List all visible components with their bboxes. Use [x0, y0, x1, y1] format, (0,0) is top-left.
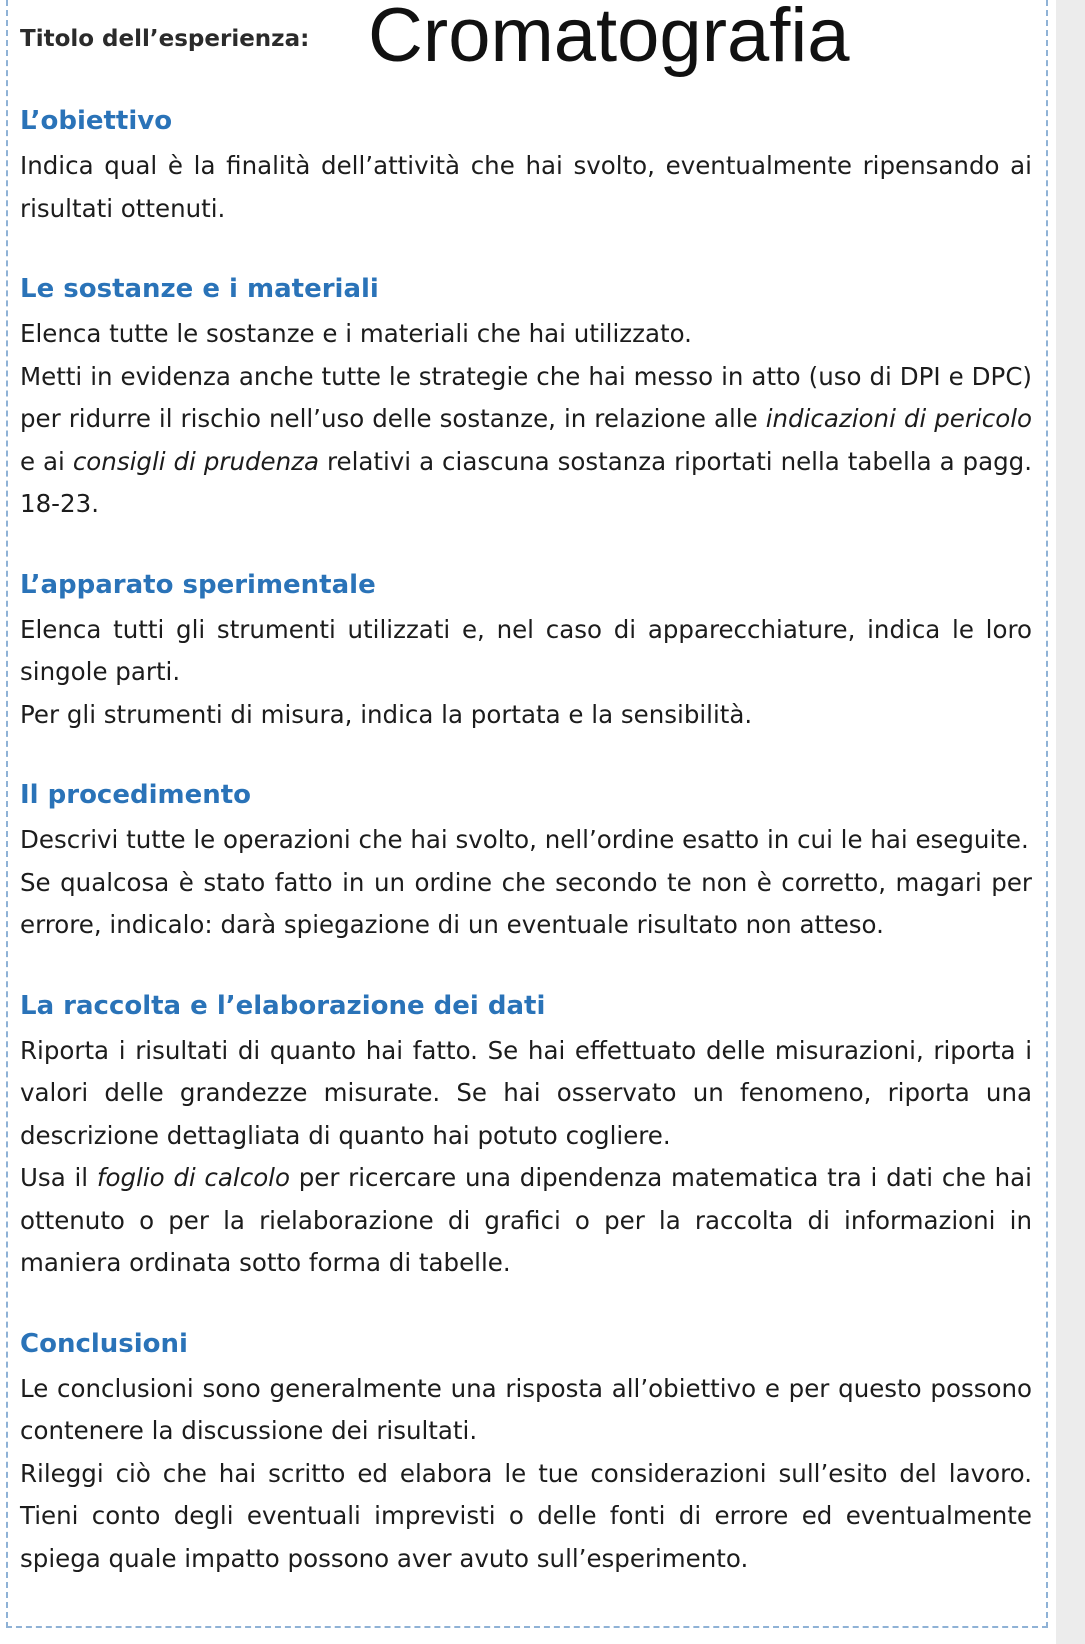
paragraph: Rileggi ciò che hai scritto ed elabora le tue considerazioni sull’esito del lavoro. Tieni conto degli eventuali imprevisti o delle fonti di errore ed eventualmente spiega quale impatto possono aver avuto sull’esperimento. — [20, 1458, 1032, 1573]
section-heading-data: La raccolta e l’elaborazione dei dati — [20, 990, 546, 1021]
paragraph: Elenca tutte le sostanze e i materiali che hai utilizzato. — [20, 319, 692, 348]
sections-container — [20, 103, 1032, 1621]
italic-term: foglio di calcolo — [96, 1163, 290, 1192]
paragraph: Descrivi tutte le operazioni che hai svolto, nell’ordine esatto in cui le hai eseguite. — [20, 825, 1029, 854]
section-conclusions — [20, 1326, 1032, 1581]
title-row — [20, 0, 1030, 95]
page-edge-margin — [1056, 0, 1085, 1644]
paragraph: Per gli strumenti di misura, indica la portata e la sensibilità. — [20, 699, 753, 729]
text-run: relativi a ciascuna sostanza riportati nella tabella a pagg. 18-23. — [20, 446, 1032, 518]
paragraph: Indica qual è la finalità dell’attività che hai svolto, eventualmente ripensando ai risultati ottenuti. — [20, 151, 1032, 223]
text-run: per ricercare una dipendenza matematica tra i dati che hai ottenuto o per la rielaborazione di grafici o per la raccolta di informazioni in maniera ordinata sotto forma di tabelle. — [20, 1163, 1032, 1277]
section-heading-apparatus: L’apparato sperimentale — [20, 569, 376, 600]
section-objective — [20, 103, 1032, 230]
paragraph-mixed — [20, 1157, 1032, 1285]
italic-term: consigli di prudenza — [72, 446, 319, 476]
section-procedure — [20, 777, 1032, 947]
section-materials — [20, 271, 1032, 526]
text-run: Usa il — [20, 1163, 89, 1192]
paragraph-mixed — [20, 356, 1032, 526]
section-heading-materials: Le sostanze e i materiali — [20, 274, 379, 304]
section-heading-conclusions: Conclusioni — [20, 1328, 188, 1359]
title-value: Cromatografia — [368, 0, 850, 78]
paragraph: Se qualcosa è stato fatto in un ordine che secondo te non è corretto, magari per errore, indicalo: darà spiegazione di un eventuale risultato non atteso. — [20, 867, 1032, 939]
title-label: Titolo dell’esperienza: — [20, 26, 310, 52]
paragraph: Le conclusioni sono generalmente una risposta all’obiettivo e per questo possono contenere la discussione dei risultati. — [20, 1373, 1032, 1445]
italic-term: indicazioni di pericolo — [765, 404, 1032, 433]
text-run: e ai — [20, 446, 65, 476]
paragraph: Riporta i risultati di quanto hai fatto. Se hai effettuato delle misurazioni, riporta i valori delle grandezze misurate. Se hai osservato un fenomeno, riporta una descrizione dettagliata di quanto hai potuto cogliere. — [20, 1035, 1032, 1150]
section-data — [20, 988, 1032, 1285]
paragraph: Elenca tutti gli strumenti utilizzati e, nel caso di apparecchiature, indica le loro singole parti. — [20, 614, 1032, 686]
section-heading-procedure: Il procedimento — [20, 780, 252, 810]
section-heading-objective: L’obiettivo — [20, 106, 173, 136]
text-run: Metti in evidenza anche tutte le strategie che hai messo in atto (uso di DPI e DPC) per ridurre il rischio nell’uso delle sostanze, in relazione alle — [20, 361, 1032, 433]
section-apparatus — [20, 567, 1032, 737]
